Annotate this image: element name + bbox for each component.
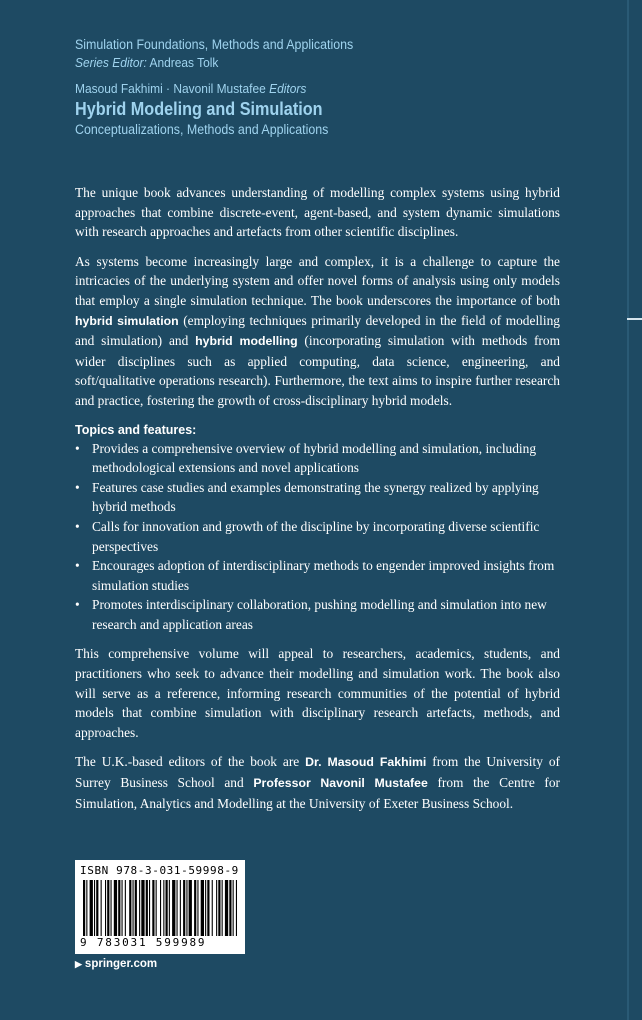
barcode-bar — [149, 880, 150, 938]
book-title: Hybrid Modeling and Simulation — [75, 99, 323, 119]
paragraph-hybrid — [75, 252, 560, 411]
barcode-bar — [225, 880, 228, 938]
barcode-bar — [101, 880, 102, 938]
editor-fakhimi: Dr. Masoud Fakhimi — [305, 755, 427, 770]
book-subtitle: Conceptualizations, Methods and Applications — [75, 122, 329, 137]
topics-heading: Topics and features: — [75, 422, 197, 437]
barcode-bar — [146, 880, 148, 938]
publisher-link[interactable] — [75, 958, 157, 970]
paragraph-intro: The unique book advances understanding of modelling complex systems using hybrid approaches that combine discrete-event, agent-based, and system dynamic simulations with research approaches and artefacts from other scientific disciplines. — [75, 185, 560, 240]
barcode-bar — [107, 880, 109, 938]
series-editor-name: Andreas Tolk — [149, 55, 219, 70]
barcode-bar — [212, 880, 213, 938]
barcode-bar — [201, 880, 204, 938]
arrow-right-icon: ▶ — [75, 959, 82, 969]
features-list — [75, 439, 560, 635]
cover-header — [75, 36, 615, 140]
barcode-bar — [194, 880, 196, 938]
barcode-bar — [166, 880, 168, 938]
list-item: • Encourages adoption of interdisciplinary methods to engender improved insights from simulation studies — [75, 556, 560, 595]
barcode-bar — [125, 880, 126, 938]
publisher-url: springer.com — [84, 958, 158, 970]
series-editor — [75, 54, 572, 72]
paragraph-hybrid-text-a: As systems become increasingly large and complex, it is a challenge to capture the intricacies of the underlying system and offer novel forms of analysis using only models that employ a single simulation technique. The book underscores the importance of both — [75, 253, 560, 308]
barcode-bar — [122, 880, 123, 938]
barcode-bar — [96, 880, 98, 938]
paragraph-editors — [75, 752, 560, 813]
barcode-bar — [189, 880, 192, 938]
series-title: Simulation Foundations, Methods and Applications — [75, 37, 354, 52]
paragraph-editors-text-d: from the Centre for Simulation, Analytics and Modelling at the University of Exeter Business School. — [75, 775, 560, 811]
barcode-bar — [216, 880, 217, 938]
list-item: • Features case studies and examples demonstrating the synergy realized by applying hybrid methods — [75, 478, 560, 517]
barcode-bar — [129, 880, 131, 938]
barcode-bar — [177, 880, 178, 938]
paragraph-audience: This comprehensive volume will appeal to researchers, academics, students, and practitioners who seek to advance their modelling and simulation work. The book also will serve as a reference, informing research communities of the potential of hybrid models that combine simulation with disciplinary research artefacts, methods, and approaches. — [75, 646, 560, 740]
barcode-bar — [183, 880, 185, 938]
barcode-bar — [141, 880, 144, 938]
barcode-bar — [197, 880, 198, 938]
barcode-bar — [118, 880, 120, 938]
blurb — [75, 183, 560, 823]
barcode-bar — [86, 880, 87, 938]
barcode-bar — [139, 880, 140, 938]
barcode-bar — [114, 880, 117, 938]
paragraph-hybrid-text-d: (incorporating simulation with methods from wider disciplines such as applied computing, data science, engineering, and soft/qualitative operations research). Furthermore, the text aims to inspire further research and practice, fostering the growth of cross-disciplinary hybrid models. — [75, 333, 561, 408]
term-hybrid-modelling: hybrid modelling — [195, 334, 298, 349]
barcode-bar — [135, 880, 137, 938]
isbn-barcode — [75, 860, 245, 954]
barcode-bar — [163, 880, 164, 938]
barcode-bar — [172, 880, 175, 938]
spine-mark — [627, 318, 642, 320]
isbn-number: ISBN 978-3-031-59998-9 — [80, 864, 239, 877]
barcode-bar — [94, 880, 95, 938]
barcode-bar — [218, 880, 220, 938]
editors-role: Editors — [269, 81, 307, 96]
list-item: • Promotes interdisciplinary collaboration, pushing modelling and simulation into new research and application areas — [75, 595, 560, 634]
barcode-bar — [90, 880, 93, 938]
series-editor-role: Series Editor: — [75, 55, 147, 70]
barcode-bar — [105, 880, 106, 938]
term-hybrid-simulation: hybrid simulation — [75, 313, 179, 328]
list-item: • Calls for innovation and growth of the discipline by incorporating diverse scientific perspectives — [75, 517, 560, 556]
editor-mustafee: Professor Navonil Mustafee — [253, 776, 428, 791]
paragraph-hybrid-text-c: (employing techniques primarily developed in the field of modelling and simulation) and — [75, 312, 561, 349]
barcode-bar — [186, 880, 187, 938]
barcode-digits: 9 783031 599989 — [80, 936, 240, 949]
barcode-bar — [229, 880, 231, 938]
barcode-bar — [222, 880, 223, 938]
barcode-bar — [205, 880, 206, 938]
barcode-bar — [207, 880, 209, 938]
barcode-bar — [133, 880, 134, 938]
barcode-bar — [169, 880, 170, 938]
paragraph-editors-text-c: from the University of Surrey Business School and — [75, 754, 560, 791]
barcode-bars — [83, 880, 237, 938]
spine-divider — [627, 0, 629, 1020]
barcode-bar — [160, 880, 161, 938]
barcode-bar — [156, 880, 157, 938]
paragraph-editors-text-a: The U.K.-based editors of the book are — [75, 754, 306, 770]
barcode-bar — [180, 880, 181, 938]
list-item: • Provides a comprehensive overview of hybrid modelling and simulation, including methodological extensions and novel applications — [75, 439, 560, 478]
book-editors — [75, 80, 572, 98]
editor-names: Masoud Fakhimi · Navonil Mustafee — [75, 81, 266, 96]
barcode-bar — [83, 880, 85, 938]
barcode-bar — [236, 880, 237, 938]
barcode-bar — [111, 880, 112, 938]
barcode-bar — [233, 880, 234, 938]
barcode-bar — [152, 880, 154, 938]
